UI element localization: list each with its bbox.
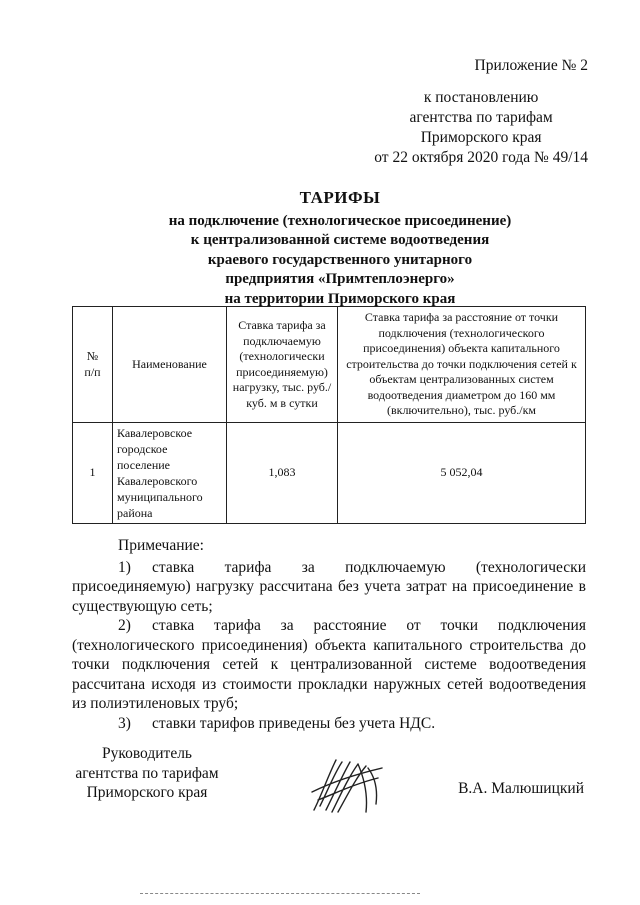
note-text: ставки тарифов приведены без учета НДС.	[152, 714, 436, 732]
header-rate-distance: Ставка тарифа за расстояние от точки подключения (технологического присоединения) объекта капитального строительства до точки подключения сетей к объектам централизованных систем водоотведения диаметром до 160 мм (включительно), тыс. руб./км	[338, 307, 586, 423]
signatory-position-line: агентства по тарифам	[75, 764, 219, 782]
cell-name-line: муниципального	[117, 490, 203, 504]
cell-name	[113, 423, 227, 524]
notes-section	[72, 536, 586, 733]
basis-line: к постановлению	[423, 89, 539, 106]
appendix-label: Приложение № 2	[474, 57, 588, 74]
title-line: предприятия «Примтеплоэнерго»	[225, 271, 455, 287]
header-num-line: №	[86, 349, 99, 363]
cell-name-line: Кавалеровское	[117, 426, 193, 440]
title-line: на подключение (технологическое присоединение)	[168, 212, 512, 229]
note-text: ставка тарифа за расстояние от точки подключения (технологического присоединения) объекта капитального строительства до точки подключения сетей к централизованной системе водоотведения рассчитана исходя из стоимости прокладки наружных сетей водоотведения из полиэтиленовых труб;	[72, 617, 586, 712]
table-row	[73, 423, 586, 524]
note-item	[72, 714, 586, 734]
notes-heading: Примечание:	[118, 537, 204, 554]
appendix-header	[374, 56, 588, 168]
note-text: ставка тарифа за подключаемую (технологически присоединяемую) нагрузку рассчитана без учета затрат на присоединение в существующую сеть;	[72, 558, 586, 615]
appendix-date: от 22 октября 2020 года № 49/14	[374, 149, 588, 166]
title-line: на территории Приморского края	[224, 290, 456, 307]
cell-name-line: городское	[117, 442, 168, 456]
cell-rate-distance: 5 052,04	[338, 423, 586, 524]
signatory-position-line: Руководитель	[101, 745, 193, 762]
document-title	[0, 188, 640, 309]
handwritten-signature	[308, 754, 386, 818]
note-number: 2)	[118, 617, 131, 634]
appendix-basis	[374, 88, 588, 148]
basis-line: агентства по тарифам	[409, 109, 553, 126]
header-num	[73, 307, 113, 423]
title-line: краевого государственного унитарного	[207, 251, 473, 268]
title-main: ТАРИФЫ	[299, 188, 381, 207]
signatory-name: В.А. Малюшицкий	[458, 780, 584, 797]
basis-line: Приморского края	[420, 129, 542, 146]
footer-divider	[140, 893, 420, 894]
cell-rate-load: 1,083	[227, 423, 338, 524]
signatory-position-line: Приморского края	[86, 784, 208, 801]
cell-num: 1	[73, 423, 113, 524]
header-name: Наименование	[113, 307, 227, 423]
header-rate-load: Ставка тарифа за подключаемую (технологически присоединяемую) нагрузку, тыс. руб./куб. м в сутки	[227, 307, 338, 423]
cell-name-line: поселение	[117, 458, 171, 472]
note-number: 3)	[118, 714, 131, 732]
header-num-line: п/п	[84, 364, 101, 379]
note-item	[72, 616, 586, 714]
cell-name-line: района	[117, 506, 153, 520]
table-header-row	[73, 307, 586, 423]
signatory-position	[62, 744, 232, 803]
cell-name-line: Кавалеровского	[117, 474, 198, 488]
title-line: к централизованной системе водоотведения	[190, 232, 490, 248]
note-item	[72, 558, 586, 617]
tariff-table	[72, 306, 586, 524]
note-number: 1)	[118, 558, 131, 576]
